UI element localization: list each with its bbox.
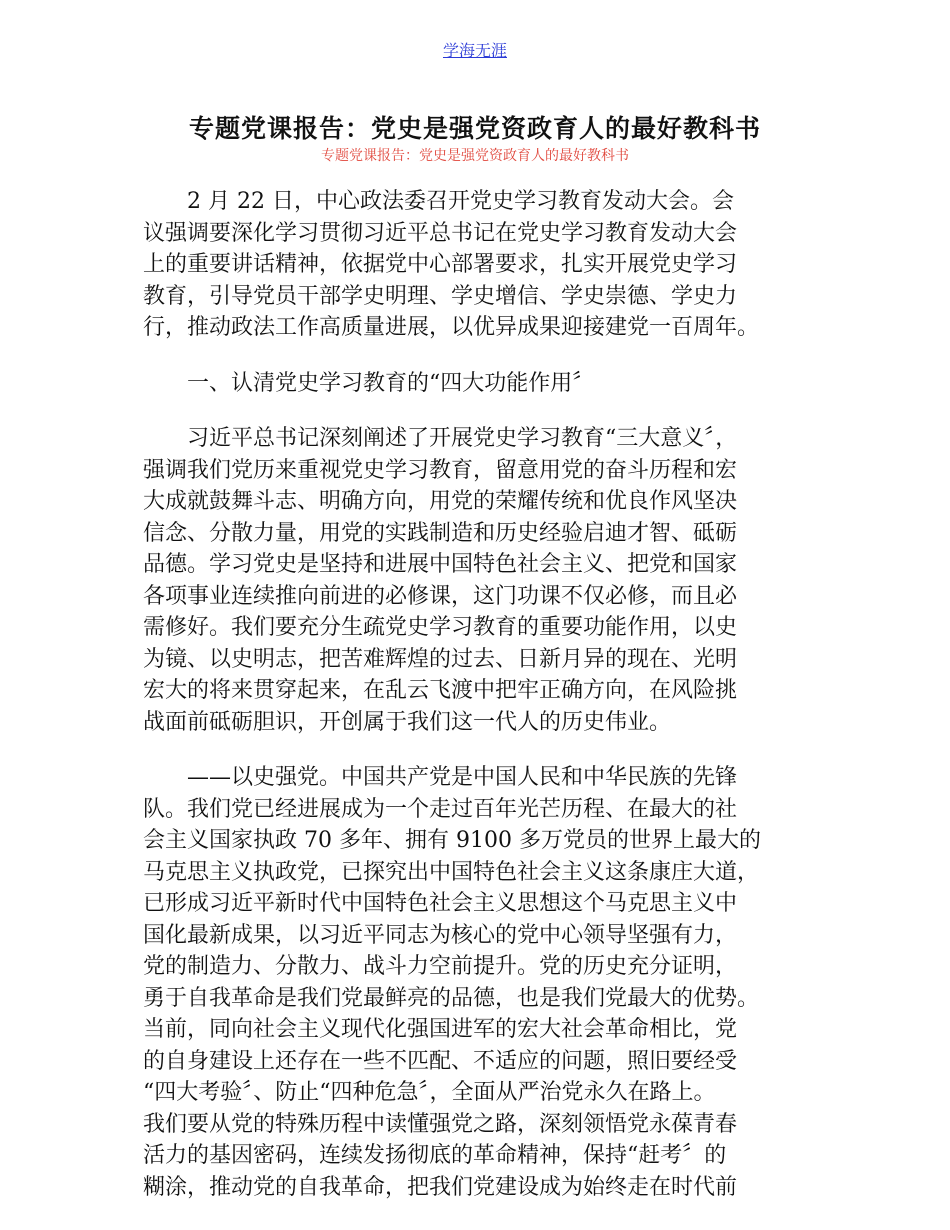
- text-line: 需修好。我们要充分生疏党史学习教育的重要功能作用，以史: [143, 615, 738, 640]
- text-line: 信念、分散力量，用党的实践制造和历史经验启迪才智、砥砺: [143, 520, 738, 546]
- text-line: ——以史强党。中国共产党是中国人民和中华民族的先锋: [143, 765, 738, 790]
- text-line: 宏大的将来贯穿起来，在乱云飞渡中把牢正确方向，在风险挑: [143, 678, 738, 703]
- text-line: 上的重要讲话精神，依据党中心部署要求，扎实开展党史学习: [143, 252, 738, 277]
- text-line: 马克思主义执政党，已探究出中国特色社会主义这条康庄大道，: [143, 859, 760, 885]
- text-line: 国化最新成果，以习近平同志为核心的党中心领导坚强有力，: [143, 922, 738, 948]
- paragraph-2: [143, 423, 823, 738]
- header-link[interactable]: 学海无涯: [442, 41, 507, 60]
- text-line: 当前，同向社会主义现代化强国进军的宏大社会革命相比，党: [143, 1017, 738, 1042]
- text-line: 活力的基因密码，连续发扬彻底的革命精神，保持“赶考〞的: [143, 1143, 727, 1168]
- text-line: 行，推动政法工作高质量进展，以优异成果迎接建党一百周年。: [143, 315, 760, 340]
- text-line: 已形成习近平新时代中国特色社会主义思想这个马克思主义中: [143, 891, 738, 916]
- text-line: 议强调要深化学习贯彻习近平总书记在党史学习教育发动大会: [143, 220, 738, 246]
- text-line: 队。我们党已经进展成为一个走过百年光芒历程、在最大的社: [143, 796, 738, 822]
- text-line: 党的制造力、分散力、战斗力空前提升。党的历史充分证明，: [143, 954, 738, 979]
- text-line: 品德。学习党史是坚持和进展中国特色社会主义、把党和国家: [143, 552, 738, 577]
- text-line: 教育，引导党员干部学史明理、学史增信、学史崇德、学史力: [143, 283, 738, 309]
- document-body: [143, 186, 823, 1203]
- text-line: “四大考验〞、防止“四种危急〞，全面从严治党永久在路上。: [143, 1080, 716, 1105]
- text-line: 习近平总书记深刻阐述了开展党史学习教育“三大意义〞，: [143, 426, 738, 451]
- text-line: 一、认清党史学习教育的“四大功能作用〞: [143, 370, 595, 396]
- document-title: 专题党课报告：党史是强党资政育人的最好教科书: [188, 114, 761, 143]
- paragraph-3: [143, 762, 823, 1203]
- text-line: 的自身建设上还存在一些不匹配、不适应的问题，照旧要经受: [143, 1048, 738, 1074]
- text-line: 强调我们党历来重视党史学习教育，留意用党的奋斗历程和宏: [143, 457, 738, 483]
- text-line: 为镜、以史明志，把苦难辉煌的过去、日新月异的现在、光明: [143, 646, 738, 672]
- section-heading: [143, 368, 823, 400]
- text-line: 勇于自我革命是我们党最鲜亮的品德，也是我们党最大的优势。: [143, 985, 760, 1011]
- text-line: 2 月 22 日，中心政法委召开党史学习教育发动大会。会: [143, 189, 734, 214]
- text-line: 战面前砥砺胆识，开创属于我们这一代人的历史伟业。: [143, 709, 672, 735]
- document-subtitle: 专题党课报告：党史是强党资政育人的最好教科书: [321, 148, 629, 164]
- paragraph-1: [143, 186, 823, 344]
- text-line: 会主义国家执政 70 多年、拥有 9100 多万党员的世界上最大的: [143, 828, 761, 853]
- text-line: 糊涂，推动党的自我革命，把我们党建设成为始终走在时代前: [143, 1174, 738, 1200]
- text-line: 大成就鼓舞斗志、明确方向，用党的荣耀传统和优良作风坚决: [143, 489, 738, 514]
- text-line: 我们要从党的特殊历程中读懂强党之路，深刻领悟党永葆青春: [143, 1111, 738, 1137]
- text-line: 各项事业连续推向前进的必修课，这门功课不仅必修，而且必: [143, 583, 738, 609]
